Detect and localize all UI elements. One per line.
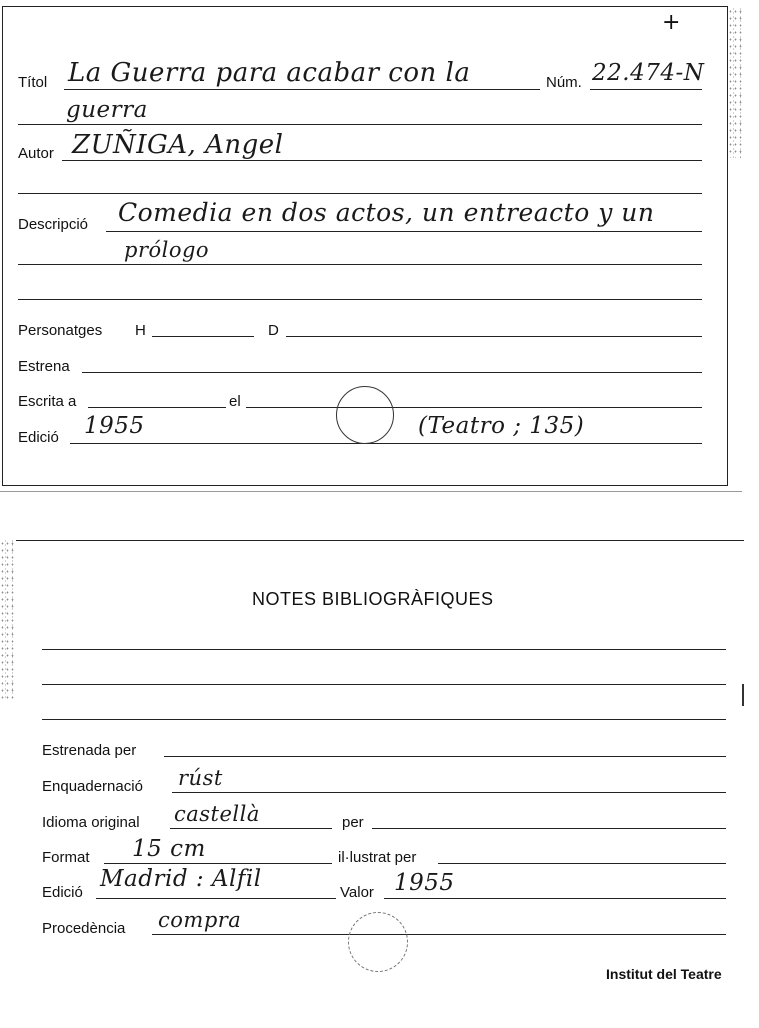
procedencia-value: compra: [158, 908, 242, 932]
procedencia-label: Procedència: [42, 920, 126, 937]
personatges-h-label: H: [135, 322, 146, 339]
punch-hole-top: [336, 386, 394, 444]
enquadernacio-value: rúst: [178, 766, 223, 790]
estrenada-label: Estrenada per: [42, 742, 137, 759]
num-line: [590, 89, 702, 90]
titol-value-line2: guerra: [66, 97, 148, 123]
notes-title: NOTES BIBLIOGRÀFIQUES: [252, 589, 494, 609]
titol-label: Títol: [18, 74, 48, 91]
edicio-bottom-value: Madrid : Alfil: [100, 866, 262, 892]
procedencia-line: [152, 934, 726, 935]
enquadernacio-label: Enquadernació: [42, 778, 143, 795]
descripcio-value-line2: prólogo: [124, 238, 210, 262]
valor-value: 1955: [394, 870, 455, 896]
num-label: Núm.: [546, 74, 582, 91]
edicio-line: [70, 443, 702, 444]
estrena-line: [82, 372, 702, 373]
format-value: 15 cm: [132, 836, 206, 862]
personatges-d-line: [286, 336, 702, 337]
edge-mark: [742, 684, 744, 706]
il-line: [438, 863, 726, 864]
personatges-h-line: [152, 336, 254, 337]
escrita-label: Escrita a: [18, 393, 77, 410]
blank-line-2: [18, 299, 702, 300]
idioma-value: castellà: [174, 802, 260, 826]
autor-label: Autor: [18, 145, 54, 162]
edicio-note: (Teatro ; 135): [418, 413, 585, 439]
notes-line-1: [42, 649, 726, 650]
valor-label: Valor: [340, 884, 374, 901]
descripcio-line: [106, 231, 702, 232]
edicio-bottom-label: Edició: [42, 884, 83, 901]
titol-line-2: [18, 124, 702, 125]
edicio-label: Edició: [18, 429, 59, 446]
personatges-d-label: D: [268, 322, 279, 339]
num-value: 22.474-N: [592, 60, 705, 86]
il-label: il·lustrat per: [338, 849, 417, 866]
descripcio-line-2: [18, 264, 702, 265]
descripcio-label: Descripció: [18, 216, 89, 233]
enquadernacio-line: [172, 792, 726, 793]
estrena-label: Estrena: [18, 358, 70, 375]
escrita-el-label: el: [229, 393, 241, 410]
autor-line: [62, 160, 702, 161]
titol-line: [64, 89, 540, 90]
idioma-per-line: [372, 828, 726, 829]
valor-line: [384, 898, 726, 899]
idioma-per-label: per: [342, 814, 364, 831]
scan-noise-right: [728, 8, 742, 158]
format-label: Format: [42, 849, 90, 866]
autor-value: ZUÑIGA, Angel: [72, 130, 284, 160]
personatges-label: Personatges: [18, 322, 103, 339]
edicio-bottom-line: [96, 898, 336, 899]
format-line: [104, 863, 332, 864]
notes-line-2: [42, 684, 726, 685]
institution-name: Institut del Teatre: [606, 966, 722, 982]
idioma-label: Idioma original: [42, 814, 140, 831]
notes-line-3: [42, 719, 726, 720]
edicio-value: 1955: [84, 413, 145, 439]
punch-hole-bottom: [348, 912, 408, 972]
cross-mark: +: [662, 10, 681, 35]
card-separator: [0, 491, 742, 492]
descripcio-value-line1: Comedia en dos actos, un entreacto y un: [118, 198, 655, 227]
estrenada-line: [164, 756, 726, 757]
titol-value-line1: La Guerra para acabar con la: [68, 58, 471, 88]
escrita-el-line: [246, 407, 702, 408]
idioma-line: [170, 828, 332, 829]
scan-noise-left: [0, 540, 14, 700]
escrita-line: [88, 407, 226, 408]
blank-line-1: [18, 193, 702, 194]
